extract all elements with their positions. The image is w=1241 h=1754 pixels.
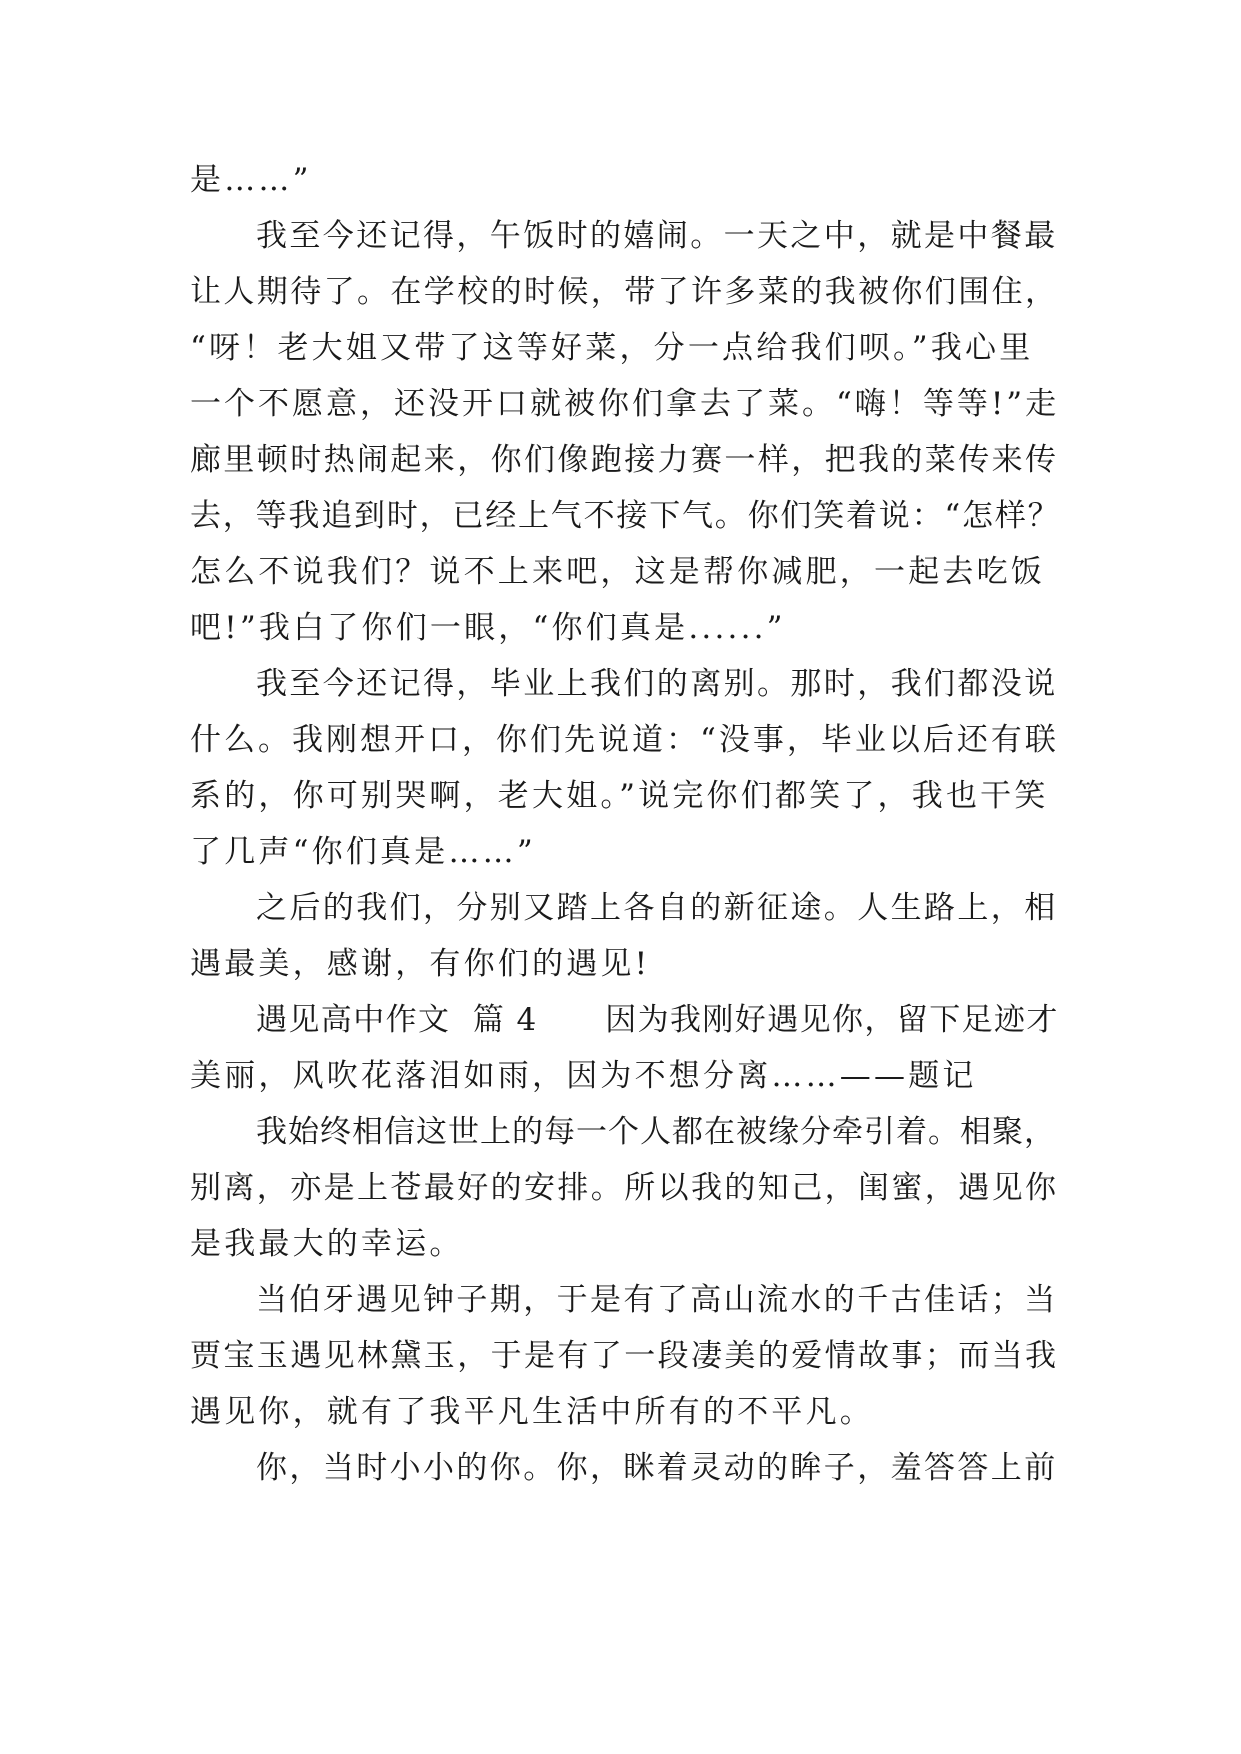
text-line: 贾宝玉遇见林黛玉，于是有了一段凄美的爱情故事；而当我 (190, 1338, 1059, 1374)
document-body (190, 152, 1060, 1496)
text-line: 是我最大的幸运。 (190, 1226, 464, 1262)
text-line: 你，当时小小的你。你，眯着灵动的眸子，羞答答上前 (256, 1450, 1058, 1486)
text-line: 吧!”我白了你们一眼，“你们真是......” (190, 610, 786, 646)
text-line: 我至今还记得，午饭时的嬉闹。一天之中，就是中餐最 (256, 218, 1058, 254)
text-line: 别离，亦是上苍最好的安排。所以我的知己，闺蜜，遇见你 (190, 1170, 1059, 1206)
text-line: 当伯牙遇见钟子期，于是有了高山流水的千古佳话；当 (256, 1282, 1058, 1318)
text-line: 遇最美，感谢，有你们的遇见! (190, 946, 651, 982)
text-line: 遇见你，就有了我平凡生活中所有的不平凡。 (190, 1394, 874, 1430)
text-line: 是……” (190, 162, 312, 198)
text-line: 去，等我追到时，已经上气不接下气。你们笑着说：“怎样？ (190, 498, 1061, 534)
text-line: 我至今还记得，毕业上我们的离别。那时，我们都没说 (256, 666, 1058, 702)
text-line: 了几声“你们真是……” (190, 834, 536, 870)
text-line: 廊里顿时热闹起来，你们像跑接力赛一样，把我的菜传来传 (190, 442, 1059, 478)
text-line: “呀！老大姐又带了这等好菜，分一点给我们呗。”我心里 (190, 330, 1034, 366)
text-line: 遇见高中作文 篇 4 因为我刚好遇见你，留下足迹才 (256, 1002, 1059, 1038)
text-line: 之后的我们，分别又踏上各自的新征途。人生路上，相 (256, 890, 1058, 926)
text-line: 什么。我刚想开口，你们先说道：“没事，毕业以后还有联 (190, 722, 1059, 758)
text-line: 美丽，风吹花落泪如雨，因为不想分离……——题记 (190, 1058, 977, 1094)
text-line: 一个不愿意，还没开口就被你们拿去了菜。“嗨！等等!”走 (190, 386, 1060, 422)
text-line: 让人期待了。在学校的时候，带了许多菜的我被你们围住， (190, 274, 1059, 310)
text-line: 系的，你可别哭啊，老大姐。”说完你们都笑了，我也干笑 (190, 778, 1049, 814)
text-line: 我始终相信这世上的每一个人都在被缘分牵引着。相聚， (256, 1114, 1056, 1150)
text-line: 怎么不说我们？说不上来吧，这是帮你减肥，一起去吃饭 (190, 554, 1045, 590)
